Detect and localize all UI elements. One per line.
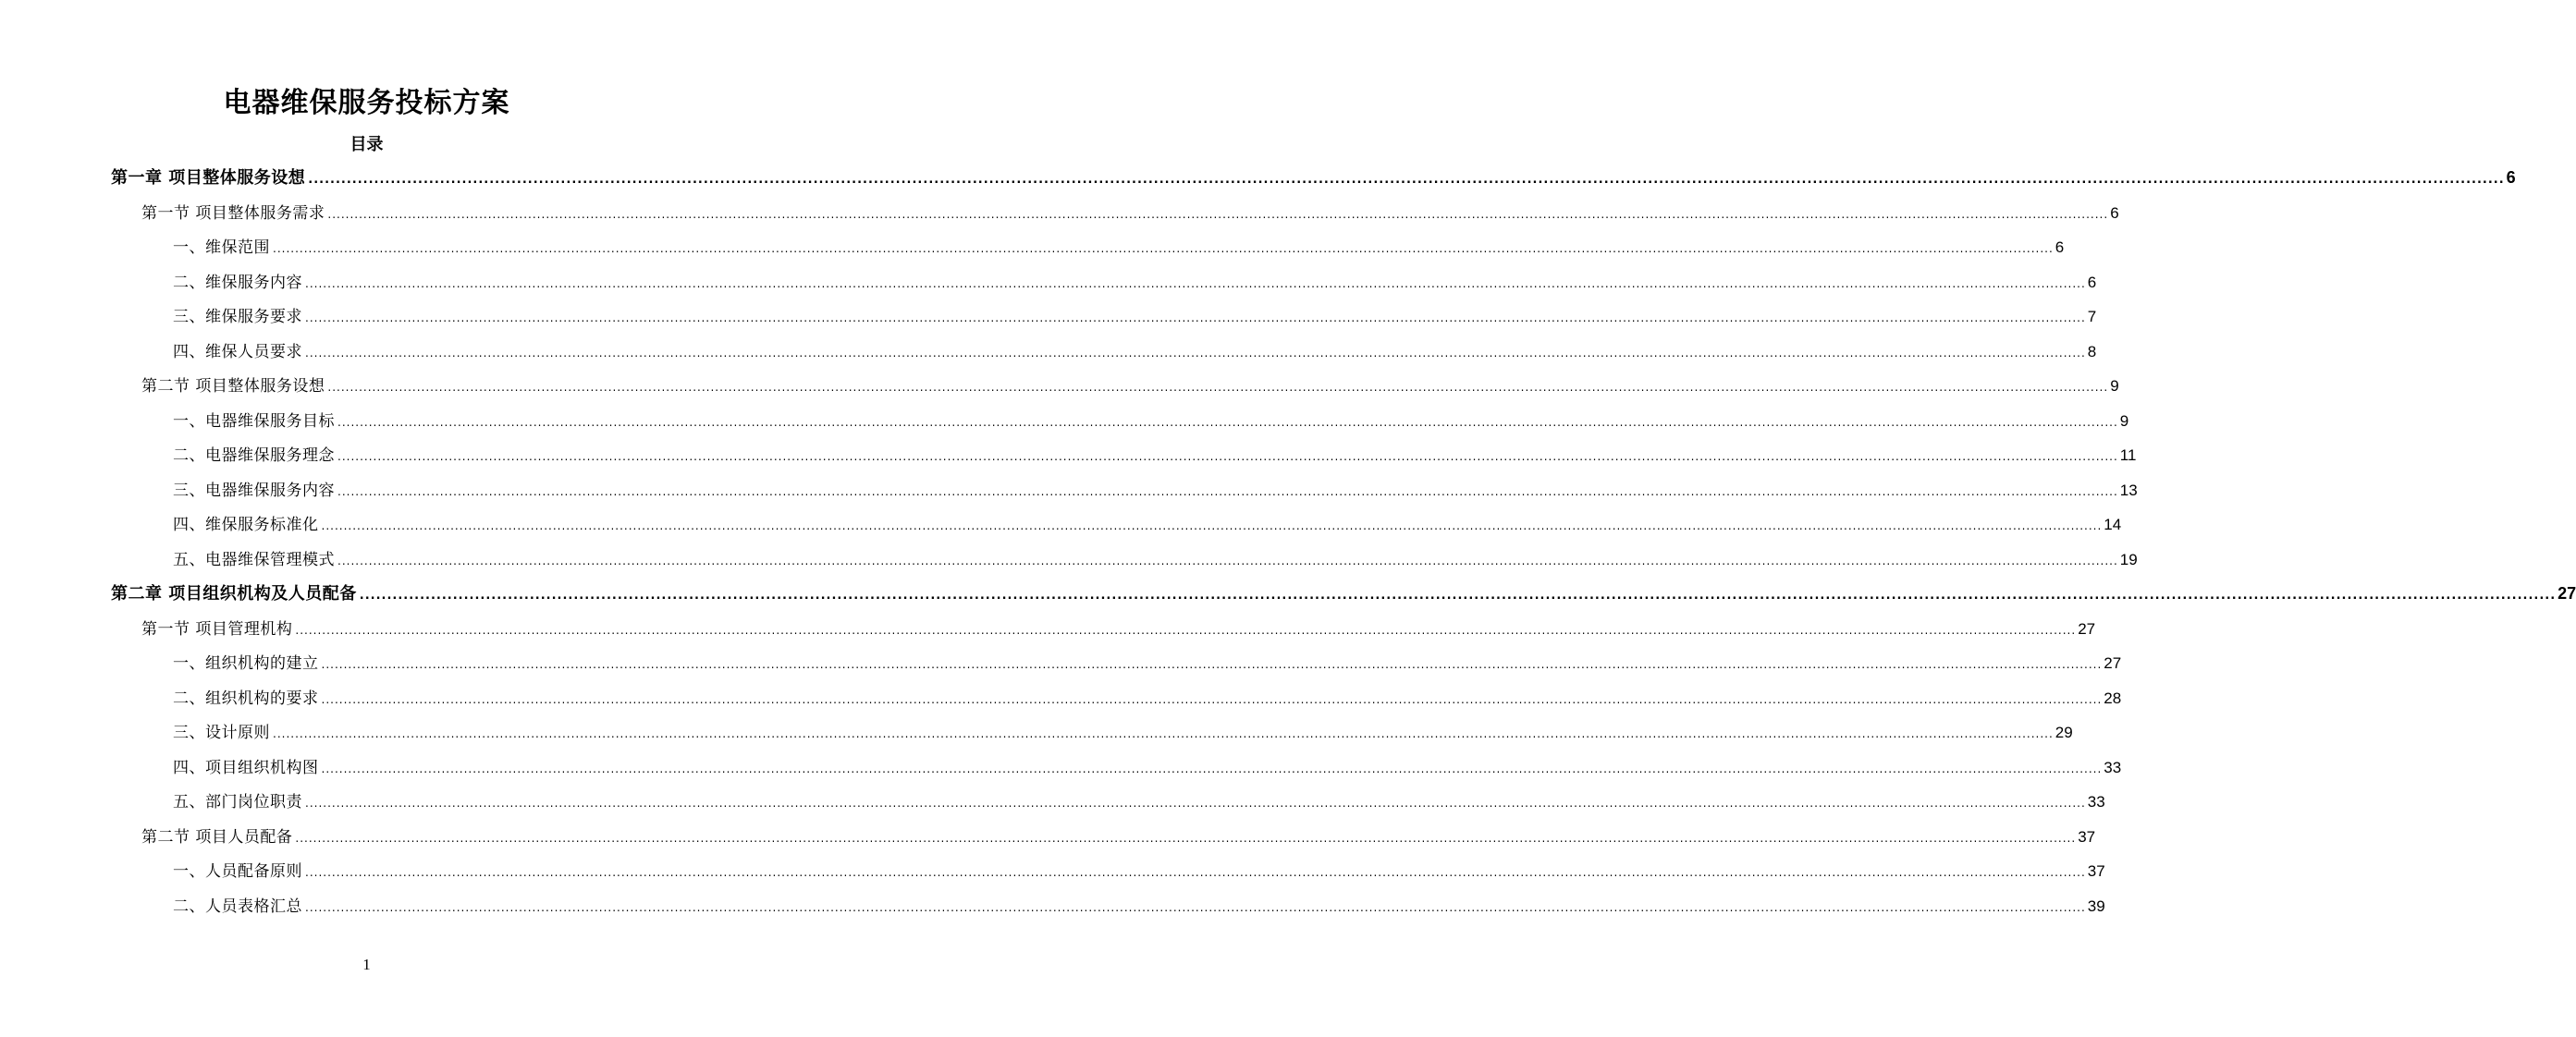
toc-entry[interactable] xyxy=(173,854,2105,889)
toc-dot-leader: ................................................................................................................................................................................................................................................................................................................................................................................................................ xyxy=(327,207,2109,221)
toc-entry[interactable] xyxy=(173,543,2138,578)
toc-entry-title: 四、维保人员要求 xyxy=(173,342,302,361)
toc-dot-leader: ................................................................................................................................................................................................................................................................................................................................................................................................................ xyxy=(295,831,2077,845)
toc-entry-title: 一、人员配备原则 xyxy=(173,862,302,881)
table-of-contents xyxy=(0,161,2576,923)
toc-dot-leader: ................................................................................................................................................................................................................................................................................................................................................................................................................ xyxy=(305,797,2086,810)
toc-entry-title: 二、维保服务内容 xyxy=(173,273,302,292)
toc-entry-title: 二、人员表格汇总 xyxy=(173,897,302,916)
toc-entry-title: 第二节 项目人员配备 xyxy=(141,827,293,847)
toc-entry[interactable] xyxy=(141,612,2096,647)
toc-entry[interactable] xyxy=(173,299,2097,335)
toc-dot-leader: ................................................................................................................................................................................................................................................................................................................................................................................................................ xyxy=(295,623,2077,637)
toc-entry-page: 6 xyxy=(2506,168,2516,187)
toc-entry-page: 8 xyxy=(2087,342,2097,360)
toc-entry-page: 33 xyxy=(2087,793,2105,811)
toc-heading: 目录 xyxy=(350,135,384,154)
toc-entry-title: 五、电器维保管理模式 xyxy=(173,550,335,569)
toc-entry[interactable] xyxy=(173,438,2137,473)
toc-entry-title: 第二章 项目组织机构及人员配备 xyxy=(111,584,357,604)
toc-entry[interactable] xyxy=(173,473,2138,508)
toc-entry-title: 五、部门岗位职责 xyxy=(173,793,302,811)
toc-entry[interactable] xyxy=(141,369,2119,404)
toc-entry-title: 一、组织机构的建立 xyxy=(173,654,319,673)
toc-entry-page: 27 xyxy=(2078,619,2096,638)
toc-entry[interactable] xyxy=(111,161,2516,196)
toc-entry-page: 27 xyxy=(2558,584,2576,603)
toc-entry-title: 一、电器维保服务目标 xyxy=(173,411,335,431)
toc-entry-title: 三、设计原则 xyxy=(173,724,270,742)
toc-entry-page: 13 xyxy=(2119,481,2138,499)
toc-dot-leader: ................................................................................................................................................................................................................................................................................................................................................................................................................ xyxy=(359,589,2557,603)
toc-dot-leader: ................................................................................................................................................................................................................................................................................................................................................................................................................ xyxy=(273,727,2054,740)
toc-entry-title: 四、维保服务标准化 xyxy=(173,516,319,534)
toc-entry-page: 11 xyxy=(2119,446,2137,464)
toc-dot-leader: ................................................................................................................................................................................................................................................................................................................................................................................................................ xyxy=(273,242,2054,255)
toc-dot-leader: ................................................................................................................................................................................................................................................................................................................................................................................................................ xyxy=(337,450,2118,463)
toc-entry[interactable] xyxy=(141,196,2119,231)
toc-entry-title: 三、维保服务要求 xyxy=(173,308,302,326)
toc-dot-leader: ................................................................................................................................................................................................................................................................................................................................................................................................................ xyxy=(337,484,2118,498)
toc-entry-page: 19 xyxy=(2119,550,2138,568)
toc-dot-leader: ................................................................................................................................................................................................................................................................................................................................................................................................................ xyxy=(321,762,2103,775)
toc-entry[interactable] xyxy=(173,785,2105,820)
toc-entry-page: 37 xyxy=(2078,827,2096,846)
toc-entry-title: 二、电器维保服务理念 xyxy=(173,446,335,465)
toc-entry[interactable] xyxy=(173,889,2105,924)
toc-entry-page: 9 xyxy=(2119,411,2129,430)
toc-entry-page: 39 xyxy=(2087,897,2105,915)
toc-entry-title: 第一节 项目管理机构 xyxy=(141,619,293,639)
toc-entry[interactable] xyxy=(173,507,2122,543)
toc-entry-title: 第一节 项目整体服务需求 xyxy=(141,203,325,223)
toc-dot-leader: ................................................................................................................................................................................................................................................................................................................................................................................................................ xyxy=(321,692,2103,706)
toc-dot-leader: ................................................................................................................................................................................................................................................................................................................................................................................................................ xyxy=(305,311,2086,324)
toc-entry[interactable] xyxy=(173,646,2122,681)
toc-entry-title: 三、电器维保服务内容 xyxy=(173,481,335,500)
toc-dot-leader: ................................................................................................................................................................................................................................................................................................................................................................................................................ xyxy=(305,276,2086,290)
document-title: 电器维保服务投标方案 xyxy=(223,87,510,119)
toc-entry-page: 7 xyxy=(2087,308,2097,325)
toc-entry-page: 6 xyxy=(2087,273,2097,291)
toc-entry-title: 一、维保范围 xyxy=(173,238,270,257)
toc-entry-page: 28 xyxy=(2104,689,2122,707)
toc-entry-page: 14 xyxy=(2104,516,2122,533)
toc-entry-page: 29 xyxy=(2055,724,2073,741)
toc-entry[interactable] xyxy=(111,577,2576,612)
toc-entry[interactable] xyxy=(173,335,2097,370)
toc-dot-leader: ................................................................................................................................................................................................................................................................................................................................................................................................................ xyxy=(337,415,2118,429)
toc-entry-page: 6 xyxy=(2055,238,2065,256)
toc-entry[interactable] xyxy=(173,230,2065,265)
toc-entry-page: 37 xyxy=(2087,862,2105,880)
toc-entry-page: 33 xyxy=(2104,758,2122,776)
toc-entry[interactable] xyxy=(173,715,2073,750)
toc-entry-title: 第二节 项目整体服务设想 xyxy=(141,377,325,396)
page-number: 1 xyxy=(362,956,371,973)
toc-entry-title: 二、组织机构的要求 xyxy=(173,689,319,708)
toc-entry-page: 9 xyxy=(2110,377,2119,395)
toc-entry[interactable] xyxy=(173,681,2122,716)
toc-dot-leader: ................................................................................................................................................................................................................................................................................................................................................................................................................ xyxy=(305,900,2086,914)
toc-dot-leader: ................................................................................................................................................................................................................................................................................................................................................................................................................ xyxy=(308,173,2505,187)
toc-entry-title: 第一章 项目整体服务设想 xyxy=(111,168,306,188)
toc-entry-page: 6 xyxy=(2110,203,2119,222)
toc-dot-leader: ................................................................................................................................................................................................................................................................................................................................................................................................................ xyxy=(321,658,2103,671)
toc-dot-leader: ................................................................................................................................................................................................................................................................................................................................................................................................................ xyxy=(305,866,2086,879)
toc-dot-leader: ................................................................................................................................................................................................................................................................................................................................................................................................................ xyxy=(327,381,2109,394)
toc-entry[interactable] xyxy=(173,750,2122,786)
toc-entry[interactable] xyxy=(173,265,2097,300)
toc-dot-leader: ................................................................................................................................................................................................................................................................................................................................................................................................................ xyxy=(321,519,2103,532)
toc-entry-title: 四、项目组织机构图 xyxy=(173,758,319,777)
toc-entry[interactable] xyxy=(141,820,2096,855)
toc-dot-leader: ................................................................................................................................................................................................................................................................................................................................................................................................................ xyxy=(305,346,2086,360)
toc-entry[interactable] xyxy=(173,404,2129,439)
toc-dot-leader: ................................................................................................................................................................................................................................................................................................................................................................................................................ xyxy=(337,554,2118,567)
toc-entry-page: 27 xyxy=(2104,654,2122,672)
